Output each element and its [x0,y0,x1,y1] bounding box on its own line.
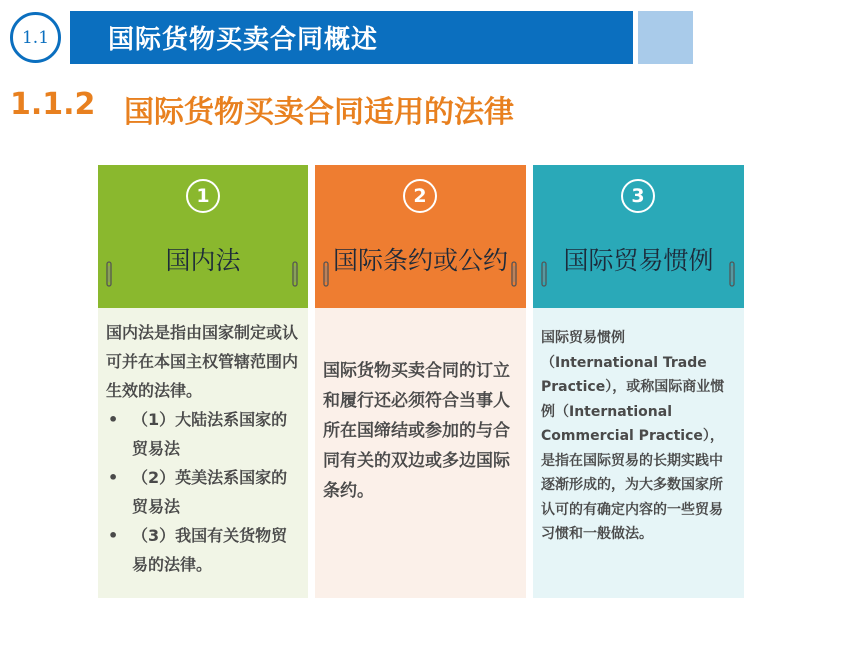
column-1-number: 1 [186,179,220,213]
column-2-header [315,165,526,308]
binder-clip-icon [727,260,737,288]
section-title: 国际货物买卖合同概述 [108,25,379,55]
column-3-header [533,165,744,308]
column-2-text: 国际货物买卖合同的订立和履行还必须符合当事人所在国缔结或参加的与合同有关的双边或多边国际条约。 [323,361,510,501]
subsection-number: 1.1.2 [10,87,96,122]
subsection-title: 国际货物买卖合同适用的法律 [124,95,514,130]
binder-clip-icon [290,260,300,288]
column-3-title: 国际贸易惯例 [563,246,714,275]
column-2-body [315,308,526,598]
column-1-title: 国内法 [165,246,241,275]
list-item: • （1）大陆法系国家的贸易法 [106,405,302,463]
column-1-intro: 国内法是指由国家制定或认可并在本国主权管辖范围内生效的法律。 [106,323,299,400]
bullet-icon: • [108,410,119,429]
bullet-icon: • [108,468,119,487]
binder-clip-icon [104,260,114,288]
section-number: 1.1 [21,27,50,48]
bullet-icon: • [108,526,119,545]
column-2-number: 2 [403,179,437,213]
column-1-list [106,405,302,579]
binder-clip-icon [509,260,519,288]
list-item: • （3）我国有关货物贸易的法律。 [106,521,302,579]
column-3-text: 国际贸易惯例（International Trade Practice），或称国际商业惯例（International Commercial Practice），是指在国际贸易的长期实践中逐渐形成的，为大多数国家所认可的有确定内容的一些贸易习惯和一般做法。 [541,330,725,542]
column-1-body [98,308,308,598]
column-2-title: 国际条约或公约 [332,246,508,275]
section-number-badge [10,12,61,63]
binder-clip-icon [539,260,549,288]
column-3-body [533,308,744,598]
binder-clip-icon [321,260,331,288]
title-bar-accent [638,11,693,64]
list-item: • （2）英美法系国家的贸易法 [106,463,302,521]
column-3-number: 3 [621,179,655,213]
column-1-header [98,165,308,308]
